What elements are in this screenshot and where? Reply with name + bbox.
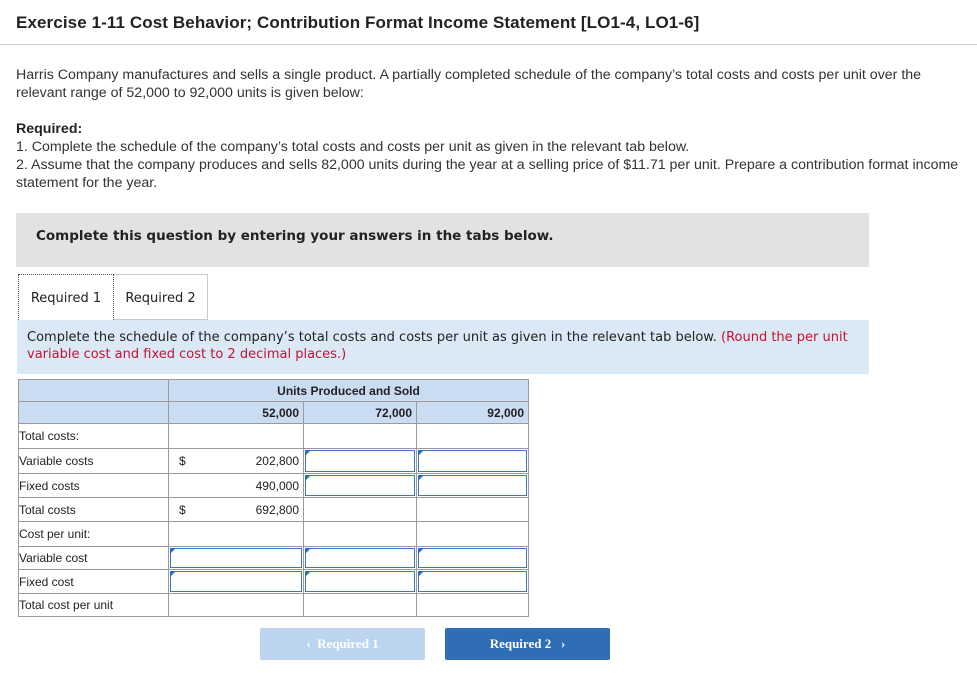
variable-cost-per-unit-92000-input[interactable] — [417, 547, 529, 570]
row-label-variable-cost: Variable cost — [19, 547, 169, 570]
total-costs-72000 — [304, 498, 417, 522]
next-button-label: Required 2 — [489, 636, 552, 651]
input-flag-icon — [418, 475, 424, 481]
tab-required-1-label: Required 1 — [30, 291, 102, 306]
variable-cost-per-unit-52000-input[interactable] — [169, 547, 304, 570]
title-divider — [0, 44, 977, 45]
cpu-heading-52000 — [169, 522, 304, 547]
cost-schedule-table — [18, 379, 529, 617]
row-label-fixed-costs: Fixed costs — [19, 474, 169, 498]
column-header-72000: 72,000 — [304, 402, 417, 424]
variable-costs-92000-input[interactable] — [417, 449, 529, 474]
total-cost-per-unit-72000 — [304, 594, 417, 617]
next-required-2-button[interactable] — [445, 628, 610, 660]
prev-button-label: Required 1 — [317, 636, 379, 651]
units-group-header: Units Produced and Sold — [169, 380, 529, 402]
variable-costs-52000-value: 202,800 — [255, 454, 299, 468]
row-label-total-costs: Total costs — [19, 498, 169, 522]
total-costs-heading: Total costs: — [19, 424, 169, 449]
tab-instruction — [27, 329, 857, 363]
tab-required-1[interactable] — [18, 274, 114, 320]
tab-required-2-label: Required 2 — [125, 291, 196, 306]
input-flag-icon — [418, 548, 424, 554]
tab-required-2[interactable] — [114, 274, 208, 320]
input-flag-icon — [305, 548, 311, 554]
cost-per-unit-heading: Cost per unit: — [19, 522, 169, 547]
currency-symbol: $ — [179, 454, 186, 468]
instruction-text: Complete the schedule of the company’s total costs and costs per unit as given in the relevant tab below. — [27, 330, 717, 345]
problem-intro: Harris Company manufactures and sells a single product. A partially completed schedule of the company’s total costs and costs per unit over the relevant range of 52,000 to 92,000 units is given below: — [16, 67, 922, 101]
banner-text: Complete this question by entering your answers in the tabs below. — [36, 228, 554, 244]
input-flag-icon — [305, 475, 311, 481]
input-flag-icon — [170, 548, 176, 554]
row-label-total-cost-per-unit: Total cost per unit — [19, 594, 169, 617]
fixed-cost-per-unit-52000-input[interactable] — [169, 570, 304, 594]
fixed-costs-72000-input[interactable] — [304, 474, 417, 498]
chevron-right-icon: › — [560, 636, 566, 651]
total-costs-92000 — [417, 498, 529, 522]
total-costs-52000-value: 692,800 — [255, 503, 299, 517]
column-header-52000: 52,000 — [169, 402, 304, 424]
required-item-1: 1. Complete the schedule of the company’s total costs and costs per unit as given in the relevant tab below. — [16, 139, 690, 155]
fixed-cost-per-unit-72000-input[interactable] — [304, 570, 417, 594]
input-flag-icon — [305, 450, 311, 456]
chevron-left-icon: ‹ — [306, 636, 311, 651]
fixed-costs-52000 — [169, 474, 304, 498]
required-heading: Required: — [16, 121, 83, 137]
total-cost-per-unit-52000 — [169, 594, 304, 617]
input-flag-icon — [305, 571, 311, 577]
header-blank-2 — [19, 402, 169, 424]
fixed-costs-92000-input[interactable] — [417, 474, 529, 498]
variable-cost-per-unit-72000-input[interactable] — [304, 547, 417, 570]
header-blank — [19, 380, 169, 402]
exercise-title: Exercise 1-11 Cost Behavior; Contribution Format Income Statement [LO1-4, LO1-6] — [16, 13, 700, 32]
fixed-cost-per-unit-92000-input[interactable] — [417, 570, 529, 594]
prev-required-1-button[interactable] — [260, 628, 425, 660]
input-flag-icon — [418, 450, 424, 456]
fixed-costs-52000-value: 490,000 — [255, 479, 299, 493]
variable-costs-72000-input[interactable] — [304, 449, 417, 474]
total-costs-52000 — [169, 498, 304, 522]
row-label-fixed-cost: Fixed cost — [19, 570, 169, 594]
column-header-92000: 92,000 — [417, 402, 529, 424]
required-item-2: 2. Assume that the company produces and sells 82,000 units during the year at a selling price of $11.71 per unit. Prepare a contribution format income statement for the year. — [16, 157, 959, 191]
tab-instruction-panel — [17, 320, 869, 374]
variable-costs-52000 — [169, 449, 304, 474]
total-cost-per-unit-92000 — [417, 594, 529, 617]
row-label-variable-costs: Variable costs — [19, 449, 169, 474]
input-flag-icon — [418, 571, 424, 577]
instructions-banner — [16, 213, 869, 267]
rounding-note: (Round the per unit variable cost and fixed cost to 2 decimal places.) — [27, 330, 848, 362]
currency-symbol: $ — [179, 503, 186, 517]
input-flag-icon — [170, 571, 176, 577]
required-list — [16, 138, 961, 192]
